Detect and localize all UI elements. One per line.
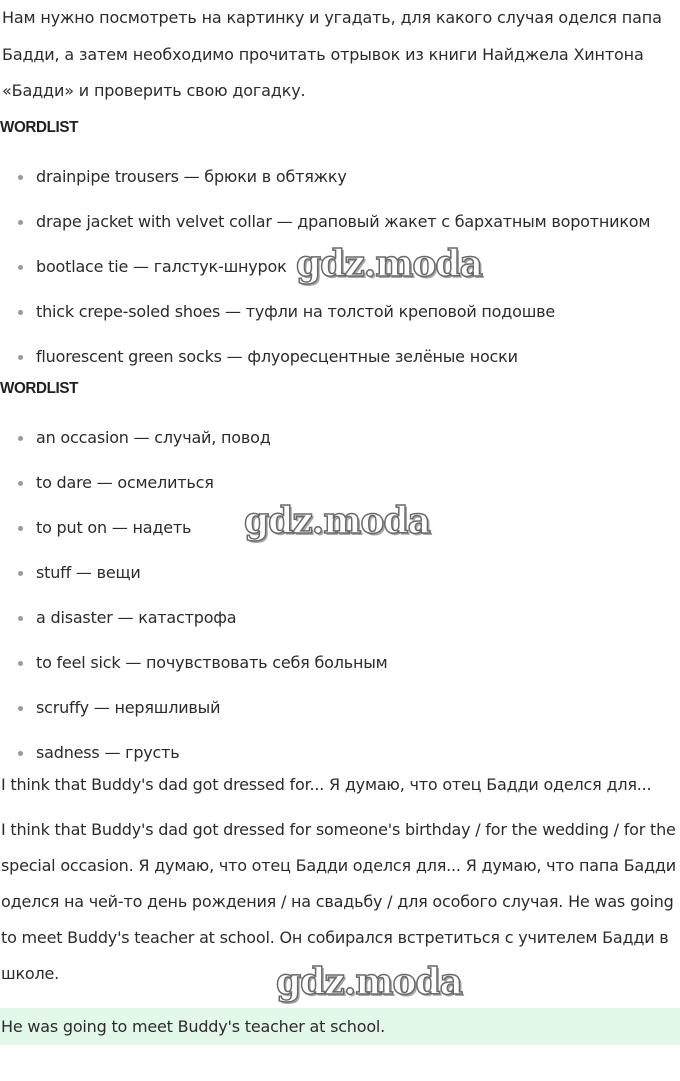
bullet-icon	[18, 481, 23, 486]
list-item	[0, 730, 680, 775]
bullet-icon	[18, 571, 23, 576]
list-item	[0, 244, 680, 289]
watermark-logo: gdz.moda	[276, 961, 462, 1003]
list-item-text: drape jacket with velvet collar — драповый жакет с бархатным воротником	[36, 211, 651, 231]
list-item-text: stuff — вещи	[36, 562, 141, 582]
intro-text: Нам нужно посмотреть на картинку и угадать, для какого случая оделся папа Бадди, а затем необходимо прочитать отрывок из книги Найджела Хинтона «Бадди» и проверить свою догадку.	[2, 8, 662, 100]
list-item-text: to dare — осмелиться	[36, 472, 214, 492]
list-item-text: a disaster — катастрофа	[36, 607, 237, 627]
watermark-logo: gdz.moda	[244, 500, 430, 542]
list-item-text: an occasion — случай, повод	[36, 427, 271, 447]
bullet-icon	[18, 220, 23, 225]
list-item	[0, 500, 680, 550]
bullet-icon	[18, 436, 23, 441]
bullet-icon	[18, 175, 23, 180]
list-item-text: scruffy — неряшливый	[36, 697, 221, 717]
list-item	[0, 595, 680, 640]
bullet-icon	[18, 706, 23, 711]
paragraph-prompt: I think that Buddy's dad got dressed for... Я думаю, что отец Бадди оделся для...	[1, 774, 652, 794]
bullet-icon	[18, 265, 23, 270]
wordlist-heading-2: WORDLIST	[0, 379, 79, 397]
list-item	[0, 415, 680, 460]
bullet-icon	[18, 616, 23, 621]
list-item	[0, 289, 680, 334]
answer-highlight: He was going to meet Buddy's teacher at school.	[0, 1008, 680, 1045]
paragraph-answer-text: I think that Buddy's dad got dressed for someone's birthday / for the wedding / for the special occasion. Я думаю, что отец Бадди оделся для... Я думаю, что папа Бадди оделся на чей-то день рождения / на свадьбу / для особого случая. He was going to meet Buddy's teacher at school. Он собирался встретиться с учителем Бадди в школе.	[1, 819, 676, 983]
wordlist-2	[0, 415, 680, 775]
wordlist-1	[0, 154, 680, 379]
list-item-text: to feel sick — почувствовать себя больным	[36, 652, 388, 672]
list-item-text: thick crepe-soled shoes — туфли на толстой креповой подошве	[36, 301, 556, 321]
list-item-text: to put on — надеть	[36, 517, 192, 537]
watermark-logo: gdz.moda	[296, 243, 482, 285]
bullet-icon	[18, 751, 23, 756]
list-item	[0, 550, 680, 595]
list-item-text: fluorescent green socks — флуоресцентные зелёные носки	[36, 346, 518, 366]
wordlist-heading-1: WORDLIST	[0, 118, 79, 136]
bullet-icon	[18, 526, 23, 531]
list-item	[0, 154, 680, 199]
list-item-text: drainpipe trousers — брюки в обтяжку	[36, 166, 347, 186]
list-item	[0, 685, 680, 730]
bullet-icon	[18, 310, 23, 315]
list-item-text: bootlace tie — галстук-шнурок	[36, 256, 287, 276]
list-item	[0, 199, 680, 244]
bullet-icon	[18, 355, 23, 360]
list-item-text: sadness — грусть	[36, 742, 180, 762]
list-item	[0, 460, 680, 505]
bullet-icon	[18, 661, 23, 666]
list-item	[0, 640, 680, 685]
